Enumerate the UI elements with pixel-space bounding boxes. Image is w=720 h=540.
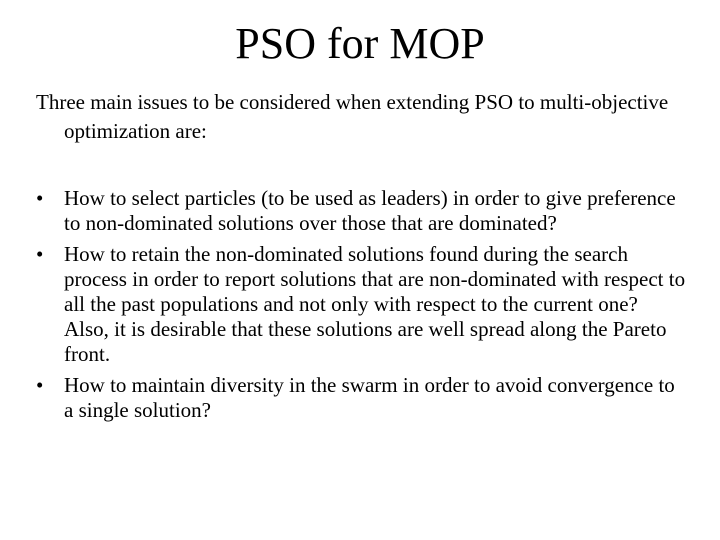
bullet-item: [36, 242, 686, 367]
bullet-dot-icon: •: [36, 242, 44, 266]
bullet-dot-icon: •: [36, 373, 44, 397]
bullet-dot-icon: •: [36, 186, 44, 210]
bullet-text: How to select particles (to be used as leaders) in order to give preference to non-dominated solutions over those that are dominated?: [64, 186, 676, 235]
bullet-text: How to maintain diversity in the swarm in order to avoid convergence to a single solution?: [64, 373, 675, 422]
bullet-item: [36, 373, 686, 423]
bullet-text: How to retain the non-dominated solutions found during the search process in order to report solutions that are non-dominated with respect to all the past populations and not only with respect to the current one? Also, it is desirable that these solutions are well spread along the Pareto front.: [64, 242, 686, 366]
bullet-list: [36, 186, 686, 429]
slide-title: PSO for MOP: [235, 19, 485, 68]
bullet-item: [36, 186, 686, 236]
intro-text: Three main issues to be considered when extending PSO to multi-objective optimization are:: [36, 90, 669, 143]
